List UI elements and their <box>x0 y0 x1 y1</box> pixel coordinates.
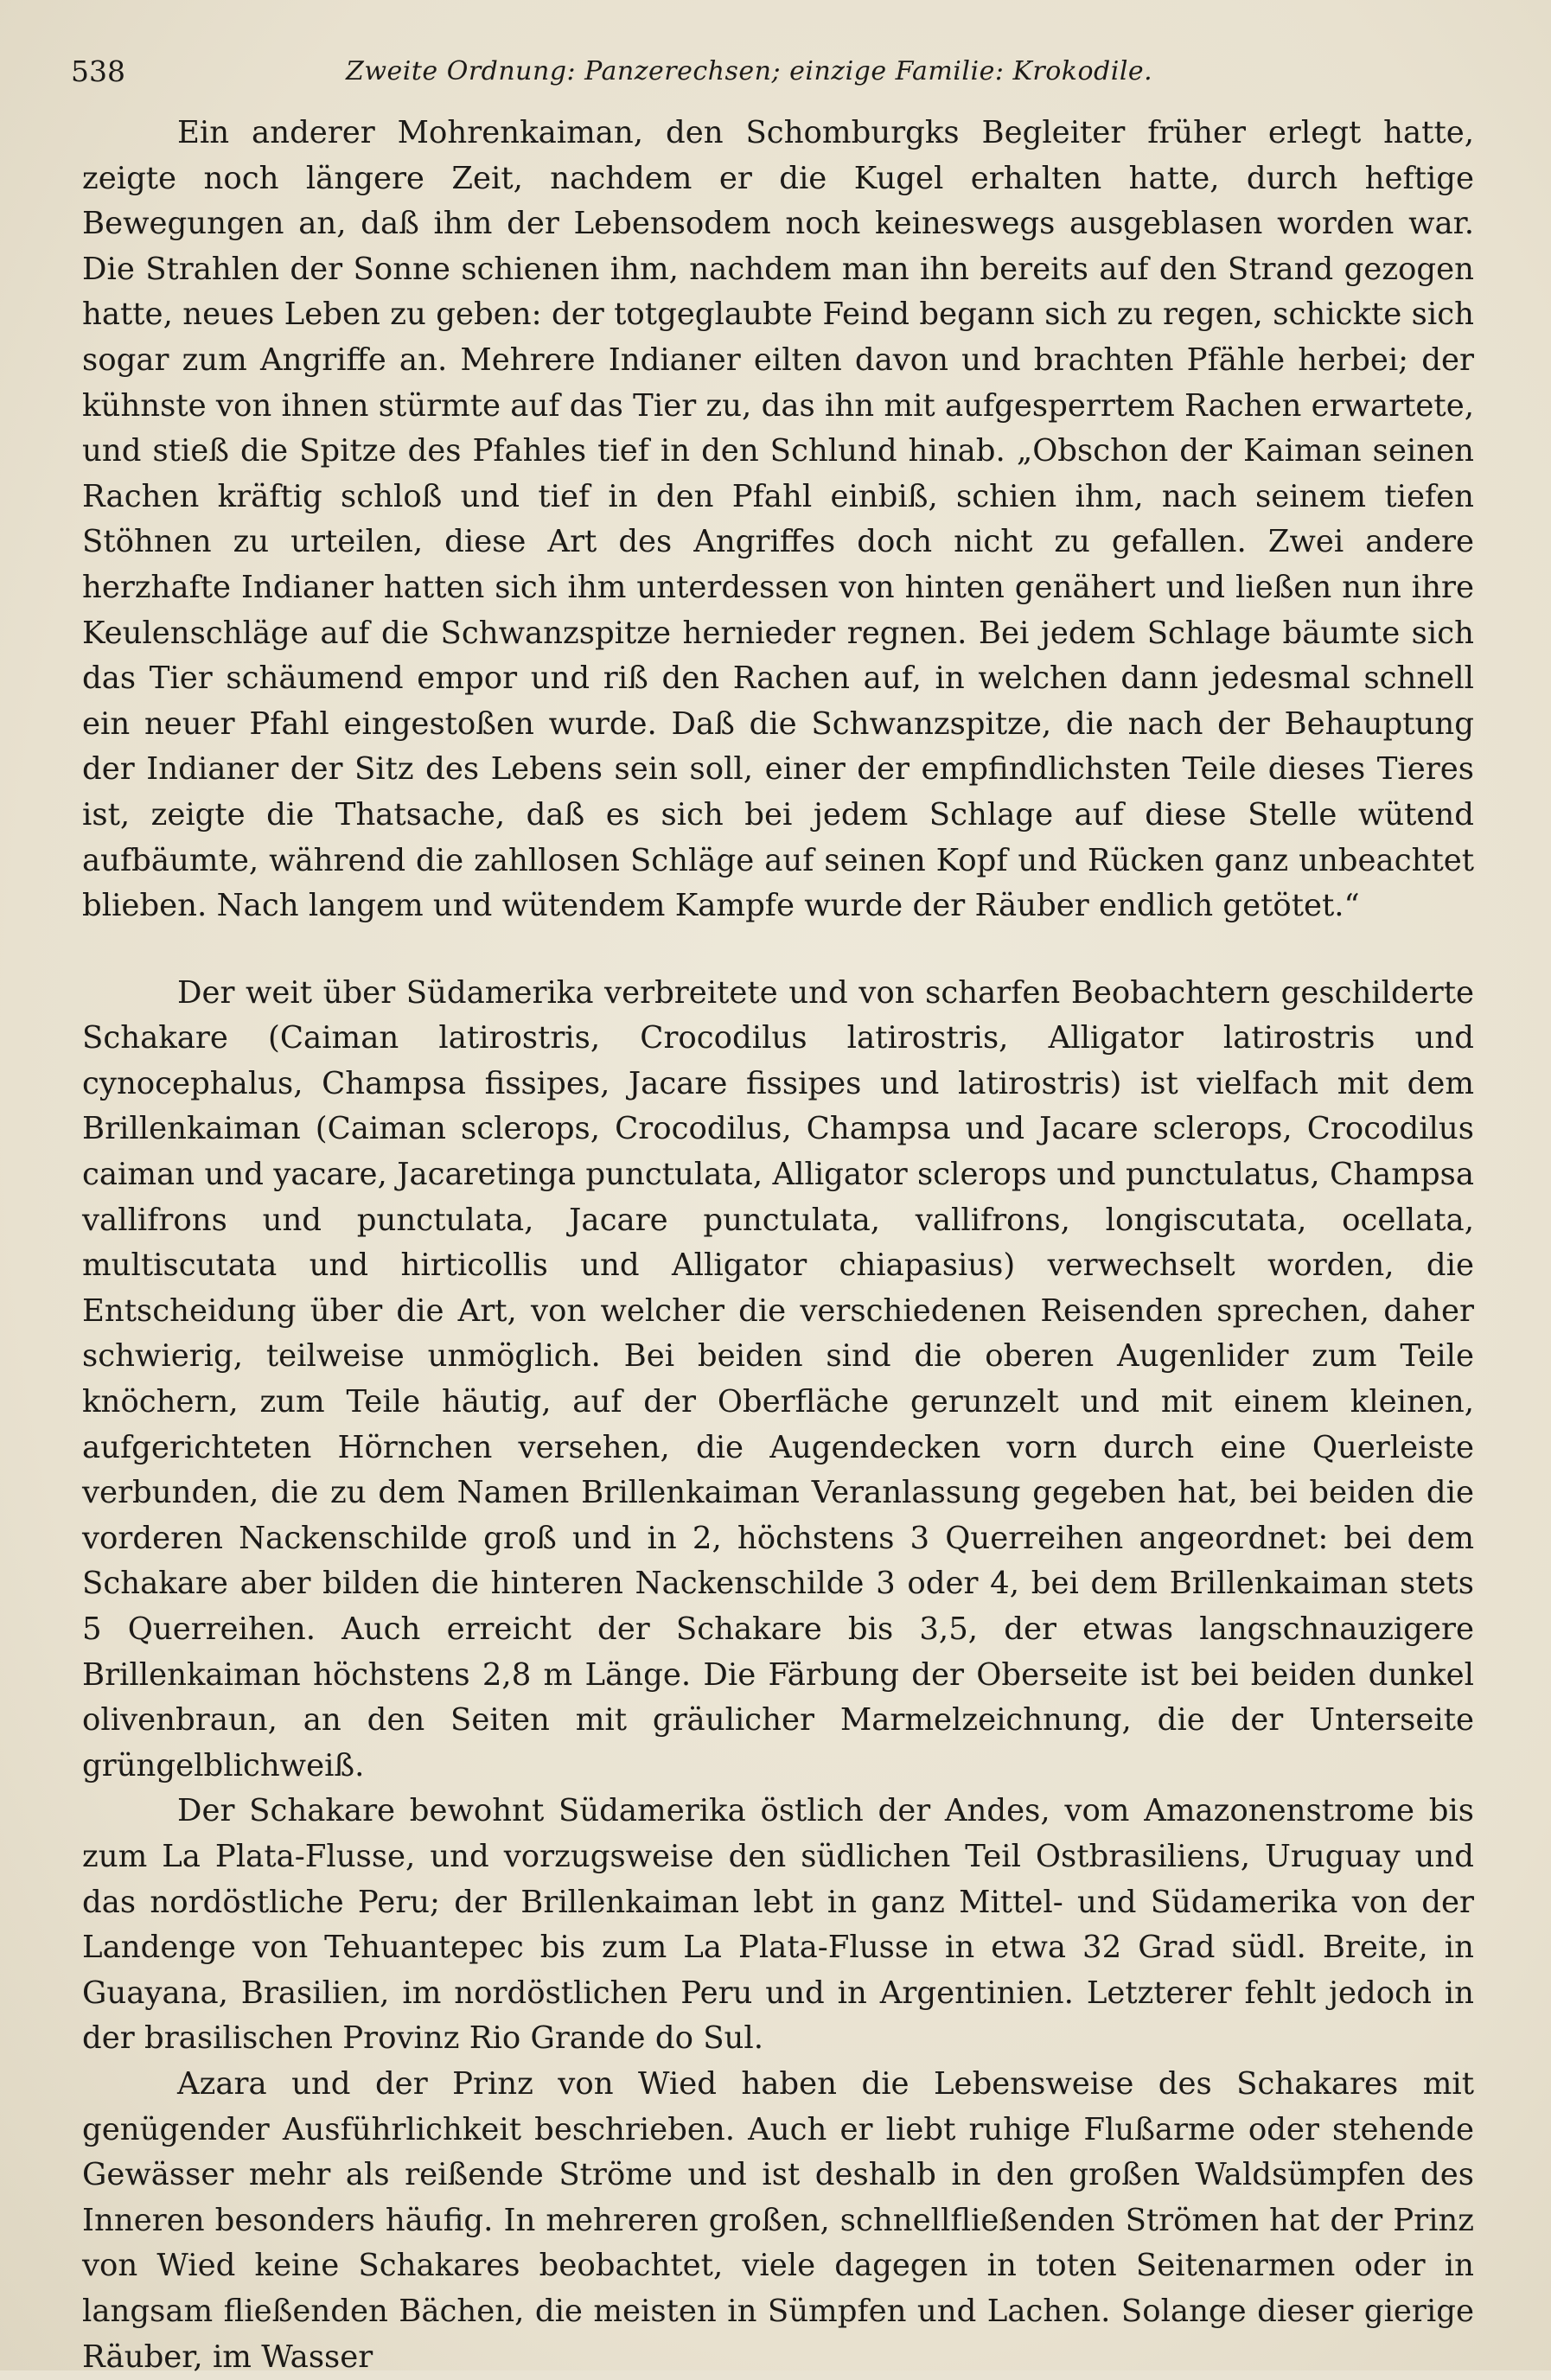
paragraph-mohrenkaiman: Ein anderer Mohrenkaiman, den Schomburgks Begleiter früher erlegt hatte, zeigte noch längere Zeit, nachdem er die Kugel erhalten hatte, durch heftige Bewegungen an, daß ihm der Lebensodem noch keineswegs ausgeblasen worden war. Die Strahlen der Sonne schienen ihm, nachdem man ihn bereits auf den Strand gezogen hatte, neues Leben zu geben: der totgeglaubte Feind begann sich zu regen, schickte sich sogar zum Angriffe an. Mehrere Indianer eilten davon und brachten Pfähle herbei; der kühnste von ihnen stürmte auf das Tier zu, das ihn mit aufgesperrtem Rachen erwartete, und stieß die Spitze des Pfahles tief in den Schlund hinab. „Obschon der Kaiman seinen Rachen kräftig schloß und tief in den Pfahl einbiß, schien ihm, nach seinem tiefen Stöhnen zu urteilen, diese Art des Angriffes doch nicht zu gefallen. Zwei andere herzhafte Indianer hatten sich ihm unterdessen von hinten genähert und ließen nun ihre Keulenschläge auf die Schwanzspitze hernieder regnen. Bei jedem Schlage bäumte sich das Tier schäumend empor und riß den Rachen auf, in welchen dann jedesmal schnell ein neuer Pfahl eingestoßen wurde. Daß die Schwanzspitze, die nach der Behauptung der Indianer der Sitz des Lebens sein soll, einer der empfindlichsten Teile dieses Tieres ist, zeigte die Thatsache, daß es sich bei jedem Schlage auf diese Stelle wütend aufbäumte, während die zahllosen Schläge auf seinen Kopf und Rücken ganz unbeachtet blieben. Nach langem und wütendem Kampfe wurde der Räuber endlich getötet.“ <box>82 115 1474 924</box>
body-text <box>82 111 1474 2380</box>
paragraph-lebensweise: Azara und der Prinz von Wied haben die Lebensweise des Schakares mit genügender Ausführlichkeit beschrieben. Auch er liebt ruhige Flußarme oder stehende Gewässer mehr als reißende Ströme und ist deshalb in den großen Waldsümpfen des Inneren besonders häufig. In mehreren großen, schnellfließenden Strömen hat der Prinz von Wied keine Schakares beobachtet, viele dagegen in toten Seitenarmen oder in langsam fließenden Bächen, die meisten in Sümpfen und Lachen. Solange dieser gierige Räuber, im Wasser <box>82 2065 1474 2375</box>
paragraph-schakare-description: Der weit über Südamerika verbreitete und von scharfen Beobachtern geschilderte Schakare (Caiman latirostris, Crocodilus latirostris, Alligator latirostris und cynocephalus, Champsa fissipes, Jacare fissipes und latirostris) ist vielfach mit dem Brillenkaiman (Caiman sclerops, Crocodilus, Champsa und Jacare sclerops, Crocodilus caiman und yacare, Jacaretinga punctulata, Alligator sclerops und punctulatus, Champsa vallifrons und punctulata, Jacare punctulata, vallifrons, longiscutata, ocellata, multiscutata und hirticollis und Alligator chiapasius) verwechselt worden, die Entscheidung über die Art, von welcher die verschiedenen Reisenden sprechen, daher schwierig, teilweise unmöglich. Bei beiden sind die oberen Augenlider zum Teile knöchern, zum Teile häutig, auf der Oberfläche gerunzelt und mit einem kleinen, aufgerichteten Hörnchen versehen, die Augendecken vorn durch eine Querleiste verbunden, die zu dem Namen Brillenkaiman Veranlassung gegeben hat, bei beiden die vorderen Nackenschilde groß und in 2, höchstens 3 Querreihen angeordnet: bei dem Schakare aber bilden die hinteren Nackenschilde 3 oder 4, bei dem Brillenkaiman stets 5 Querreihen. Auch erreicht der Schakare bis 3,5, der etwas langschnauzigere Brillenkaiman höchstens 2,8 m Länge. Die Färbung der Oberseite ist bei beiden dunkel olivenbraun, an den Seiten mit gräulicher Marmelzeichnung, die der Unterseite grüngelblichweiß. <box>82 974 1474 1783</box>
paragraph-distribution: Der Schakare bewohnt Südamerika östlich der Andes, vom Amazonenstrome bis zum La Plata-Flusse, und vorzugsweise den südlichen Teil Ostbrasiliens, Uruguay und das nordöstliche Peru; der Brillenkaiman lebt in ganz Mittel- und Südamerika von der Landenge von Tehuantepec bis zum La Plata-Flusse in etwa 32 Grad südl. Breite, in Guayana, Brasilien, im nordöstlichen Peru und in Argentinien. Letzterer fehlt jedoch in der brasilischen Provinz Rio Grande do Sul. <box>82 1793 1474 2057</box>
page-header <box>71 50 1454 93</box>
page-number: 538 <box>71 54 125 88</box>
running-head: Zweite Ordnung: Panzerechsen; einzige Familie: Krokodile. <box>346 56 1153 86</box>
